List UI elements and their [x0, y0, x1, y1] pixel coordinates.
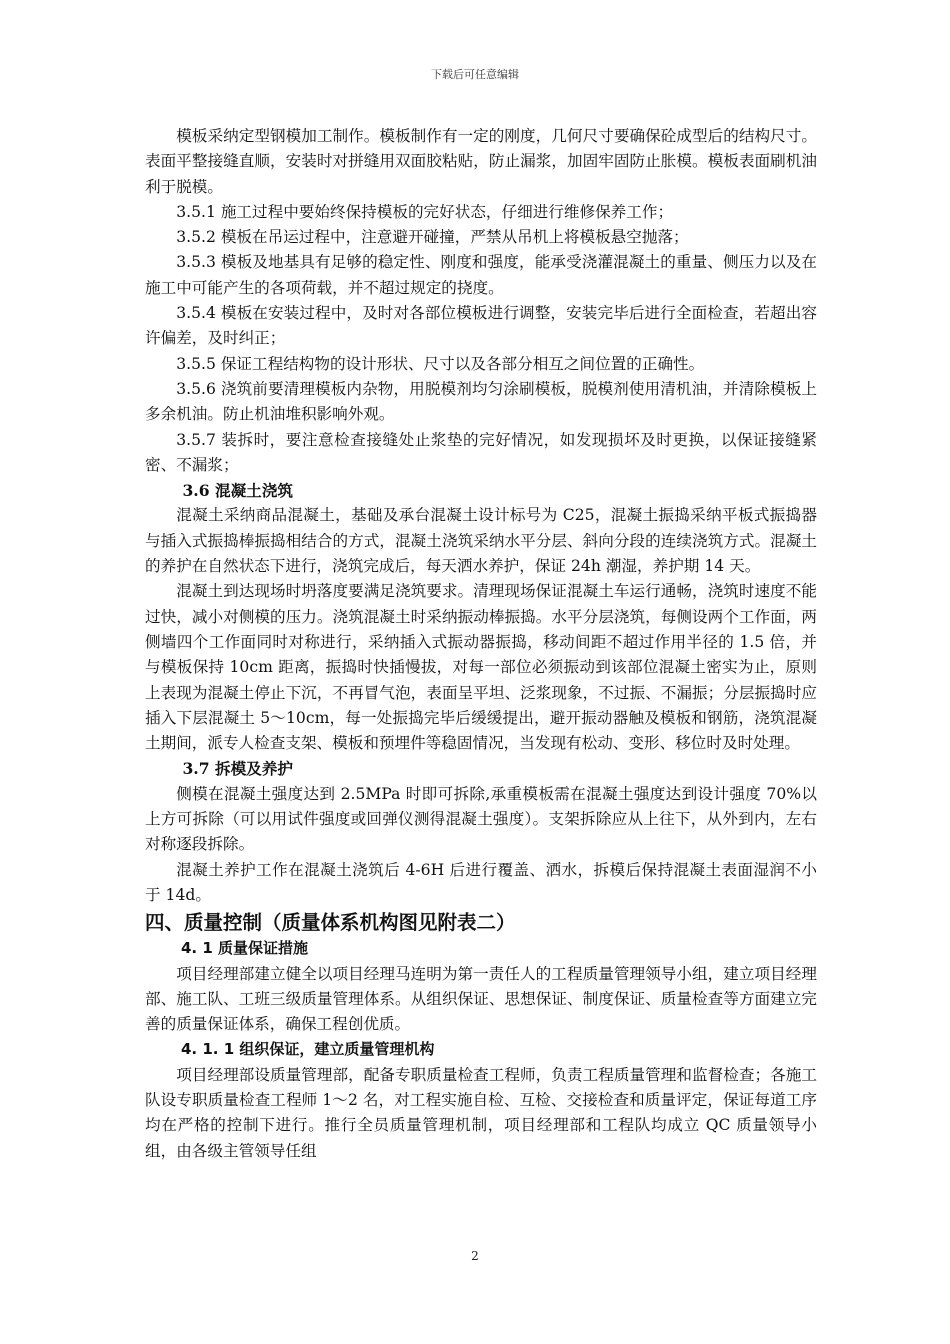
paragraph-4-1: 项目经理部建立健全以项目经理马连明为第一责任人的工程质量管理领导小组，建立项目经理部、施工队、工班三级质量管理体系。从组织保证、思想保证、制度保证、质量检查等方面建立完善的质量保证体系，确保工程创优质。	[145, 964, 817, 1034]
page-header: 下载后可任意编辑	[431, 68, 519, 81]
paragraph-3-7-a: 侧模在混凝土强度达到 2.5MPa 时即可拆除,承重模板需在混凝土强度达到设计强度 70%以上方可拆除（可以用试件强度或回弹仪测得混凝土强度）。支架拆除应从上往下，从外到内，左右对称逐段拆除。	[145, 784, 817, 854]
paragraph-3-5-6: 3.5.6 浇筑前要清理模板内杂物，用脱模剂均匀涂刷模板，脱模剂使用清机油，并清除模板上多余机油。防止机油堆积影响外观。	[145, 379, 817, 424]
paragraph-3-5-3: 3.5.3 模板及地基具有足够的稳定性、刚度和强度，能承受浇灌混凝土的重量、侧压力以及在施工中可能产生的各项荷载，并不超过规定的挠度。	[145, 253, 817, 297]
heading-3-6: 3.6 混凝土浇筑	[182, 481, 293, 501]
heading-3-7: 3.7 拆模及养护	[182, 759, 293, 779]
paragraph-3-5-5: 3.5.5 保证工程结构物的设计形状、尺寸以及各部分相互之间位置的正确性。	[176, 354, 705, 373]
heading-section-4: 四、质量控制（质量体系机构图见附表二）	[145, 911, 516, 935]
document-body	[145, 124, 817, 1164]
paragraph-3-6-a: 混凝土采纳商品混凝土，基础及承台混凝土设计标号为 C25，混凝土振捣采纳平板式振捣器与插入式振捣棒振捣相结合的方式，混凝土浇筑采纳水平分层、斜向分段的连续浇筑方式。混凝土的养护在自然状态下进行，浇筑完成后，每天洒水养护，保证 24h 潮湿，养护期 14 天。	[145, 506, 817, 576]
paragraph-3-5-1: 3.5.1 施工过程中要始终保持模板的完好状态，仔细进行维修保养工作；	[176, 202, 674, 221]
page-number: 2	[471, 1249, 479, 1263]
heading-4-1: 4. 1 质量保证措施	[181, 939, 309, 958]
paragraph-3-5-7: 3.5.7 装拆时，要注意检查接缝处止浆垫的完好情况，如发现损坏及时更换，以保证接缝紧密、不漏浆；	[145, 430, 817, 474]
paragraph-4-1-1: 项目经理部设质量管理部，配备专职质量检查工程师，负责工程质量管理和监督检查；各施工队设专职质量检查工程师 1～2 名，对工程实施自检、互检、交接检查和质量评定，保证每道工序均在严格的控制下进行。推行全员质量管理机制，项目经理部和工程队均成立 QC 质量领导小组，由各级主管领导任组	[145, 1065, 817, 1160]
paragraph-3-7-b: 混凝土养护工作在混凝土浇筑后 4-6H 后进行覆盖、洒水，拆模后保持混凝土表面湿润不小于 14d。	[145, 860, 817, 904]
paragraph-3-5-4: 3.5.4 模板在安装过程中，及时对各部位模板进行调整，安装完毕后进行全面检查，若超出容许偏差，及时纠正；	[145, 304, 817, 348]
paragraph-3-5-2: 3.5.2 模板在吊运过程中，注意避开碰撞，严禁从吊机上将模板悬空抛落；	[176, 228, 689, 247]
heading-4-1-1: 4. 1. 1 组织保证，建立质量管理机构	[181, 1040, 435, 1059]
paragraph-3-6-b: 混凝土到达现场时坍落度要满足浇筑要求。清理现场保证混凝土车运行通畅，浇筑时速度不能过快，减小对侧模的压力。浇筑混凝土时采纳振动棒振捣。水平分层浇筑，每侧设两个工作面，两侧墙四个工作面同时对称进行，采纳插入式振动器振捣，移动间距不超过作用半径的 1.5 倍，并与模板保持 10cm 距离，振捣时快插慢拔，对每一部位必须振动到该部位混凝土密实为止，原则上表现为混凝土停止下沉，不再冒气泡，表面呈平坦、泛浆现象，不过振、不漏振；分层振捣时应插入下层混凝土 5～10cm，每一处振捣完毕后缓缓提出，避开振动器触及模板和钢筋，浇筑混凝土期间，派专人检查支架、模板和预埋件等稳固情况，当发现有松动、变形、移位时及时处理。	[145, 582, 817, 753]
paragraph-formwork: 模板采纳定型钢模加工制作。模板制作有一定的刚度，几何尺寸要确保砼成型后的结构尺寸。表面平整接缝直顺，安装时对拼缝用双面胶粘贴，防止漏浆，加固牢固防止胀模。模板表面刷机油利于脱模。	[145, 127, 817, 196]
